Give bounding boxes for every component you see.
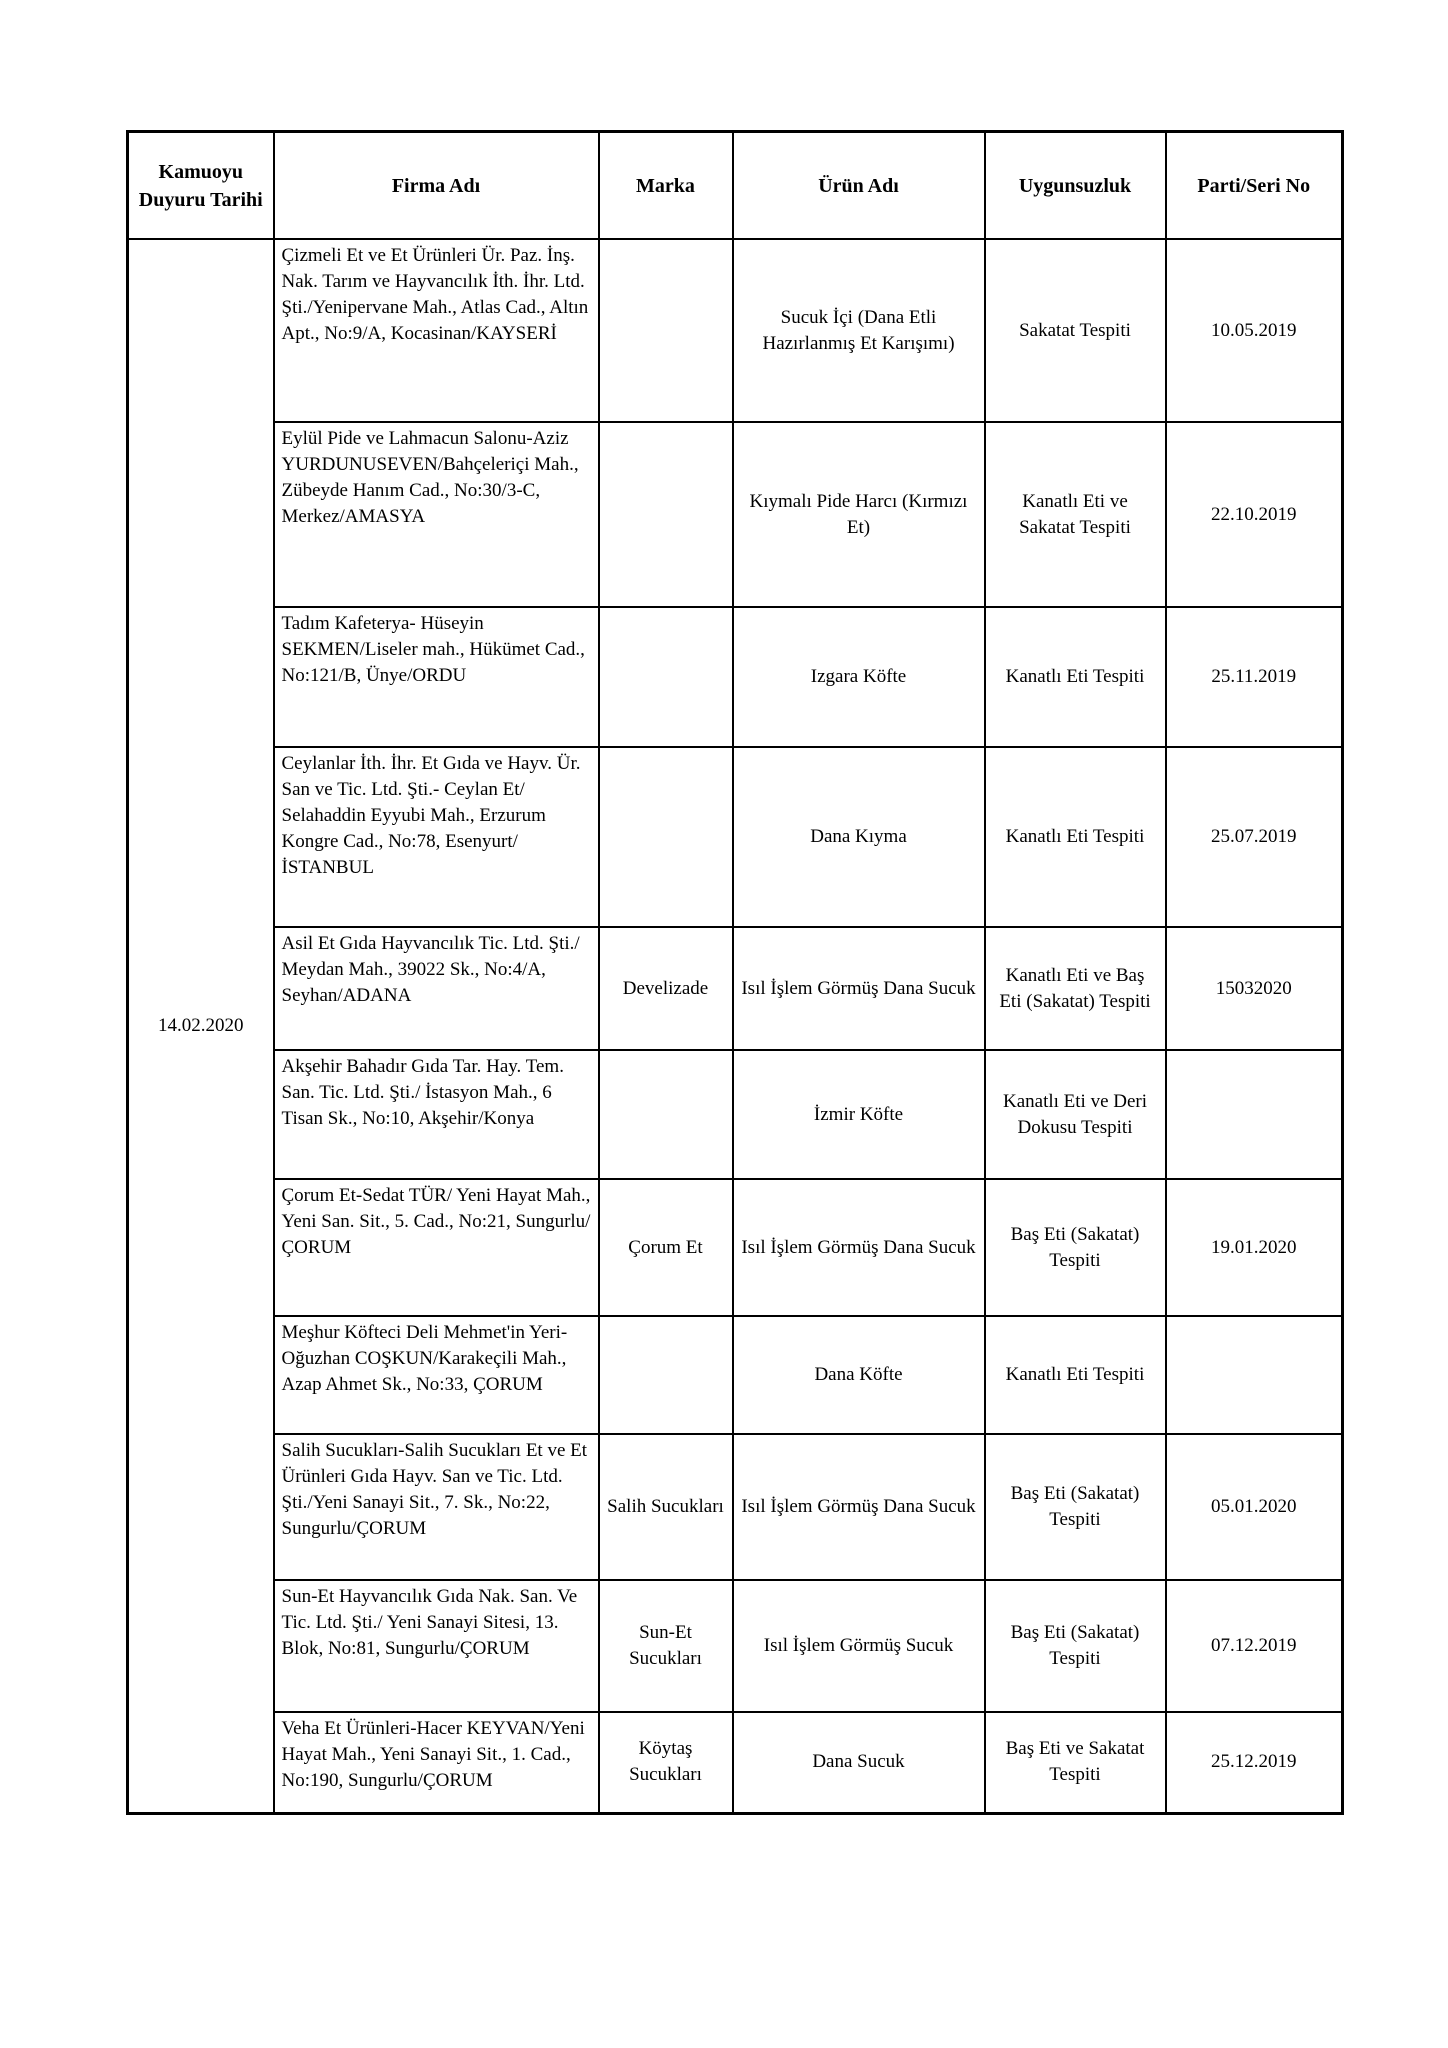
table-row <box>128 239 1343 422</box>
table-row <box>128 607 1343 747</box>
marka-cell: Salih Sucukları <box>599 1434 733 1580</box>
uygunsuzluk-cell: Kanatlı Eti ve Sakatat Tespiti <box>985 422 1166 607</box>
uygunsuzluk-cell: Kanatlı Eti ve Deri Dokusu Tespiti <box>985 1050 1166 1179</box>
header-firma-adi: Firma Adı <box>274 132 599 240</box>
marka-cell <box>599 422 733 607</box>
header-urun-adi: Ürün Adı <box>733 132 985 240</box>
marka-cell <box>599 607 733 747</box>
urun-adi-cell: Isıl İşlem Görmüş Dana Sucuk <box>733 1179 985 1316</box>
marka-cell <box>599 239 733 422</box>
marka-cell <box>599 747 733 927</box>
urun-adi-cell: Dana Kıyma <box>733 747 985 927</box>
uygunsuzluk-cell: Kanatlı Eti ve Baş Eti (Sakatat) Tespiti <box>985 927 1166 1050</box>
parti-seri-no-cell <box>1166 1050 1343 1179</box>
urun-adi-cell: İzmir Köfte <box>733 1050 985 1179</box>
parti-seri-no-cell <box>1166 1316 1343 1434</box>
uygunsuzluk-cell: Sakatat Tespiti <box>985 239 1166 422</box>
table-row <box>128 422 1343 607</box>
table-row <box>128 1050 1343 1179</box>
parti-seri-no-cell: 25.11.2019 <box>1166 607 1343 747</box>
marka-cell: Sun-Et Sucukları <box>599 1580 733 1712</box>
uygunsuzluk-cell: Baş Eti (Sakatat) Tespiti <box>985 1434 1166 1580</box>
firma-adi-cell: Meşhur Köfteci Deli Mehmet'in Yeri-Oğuzhan COŞKUN/Karakeçili Mah., Azap Ahmet Sk., No:33, ÇORUM <box>274 1316 599 1434</box>
table-row <box>128 1712 1343 1813</box>
urun-adi-cell: Isıl İşlem Görmüş Dana Sucuk <box>733 927 985 1050</box>
uygunsuzluk-cell: Kanatlı Eti Tespiti <box>985 607 1166 747</box>
firma-adi-cell: Asil Et Gıda Hayvancılık Tic. Ltd. Şti./ Meydan Mah., 39022 Sk., No:4/A, Seyhan/ADANA <box>274 927 599 1050</box>
marka-cell: Köytaş Sucukları <box>599 1712 733 1813</box>
firma-adi-cell: Sun-Et Hayvancılık Gıda Nak. San. Ve Tic. Ltd. Şti./ Yeni Sanayi Sitesi, 13. Blok, No:81, Sungurlu/ÇORUM <box>274 1580 599 1712</box>
uygunsuzluk-cell: Kanatlı Eti Tespiti <box>985 747 1166 927</box>
urun-adi-cell: Isıl İşlem Görmüş Sucuk <box>733 1580 985 1712</box>
table-row <box>128 927 1343 1050</box>
urun-adi-cell: Sucuk İçi (Dana Etli Hazırlanmış Et Karışımı) <box>733 239 985 422</box>
table-row <box>128 1434 1343 1580</box>
urun-adi-cell: Isıl İşlem Görmüş Dana Sucuk <box>733 1434 985 1580</box>
parti-seri-no-cell: 25.12.2019 <box>1166 1712 1343 1813</box>
firma-adi-cell: Akşehir Bahadır Gıda Tar. Hay. Tem. San. Tic. Ltd. Şti./ İstasyon Mah., 6 Tisan Sk., No:10, Akşehir/Konya <box>274 1050 599 1179</box>
marka-cell <box>599 1050 733 1179</box>
marka-cell: Çorum Et <box>599 1179 733 1316</box>
parti-seri-no-cell: 05.01.2020 <box>1166 1434 1343 1580</box>
table-row <box>128 747 1343 927</box>
marka-cell <box>599 1316 733 1434</box>
firma-adi-cell: Ceylanlar İth. İhr. Et Gıda ve Hayv. Ür. San ve Tic. Ltd. Şti.- Ceylan Et/ Selahaddin Eyyubi Mah., Erzurum Kongre Cad., No:78, Esenyurt/İSTANBUL <box>274 747 599 927</box>
marka-cell: Develizade <box>599 927 733 1050</box>
parti-seri-no-cell: 10.05.2019 <box>1166 239 1343 422</box>
firma-adi-cell: Eylül Pide ve Lahmacun Salonu-Aziz YURDUNUSEVEN/Bahçeleriçi Mah., Zübeyde Hanım Cad., No:30/3-C, Merkez/AMASYA <box>274 422 599 607</box>
parti-seri-no-cell: 22.10.2019 <box>1166 422 1343 607</box>
header-uygunsuzluk: Uygunsuzluk <box>985 132 1166 240</box>
uygunsuzluk-cell: Baş Eti ve Sakatat Tespiti <box>985 1712 1166 1813</box>
table-row <box>128 1316 1343 1434</box>
urun-adi-cell: Kıymalı Pide Harcı (Kırmızı Et) <box>733 422 985 607</box>
header-marka: Marka <box>599 132 733 240</box>
parti-seri-no-cell: 25.07.2019 <box>1166 747 1343 927</box>
parti-seri-no-cell: 07.12.2019 <box>1166 1580 1343 1712</box>
urun-adi-cell: Dana Köfte <box>733 1316 985 1434</box>
table-row <box>128 1580 1343 1712</box>
uygunsuzluk-cell: Baş Eti (Sakatat) Tespiti <box>985 1179 1166 1316</box>
recall-table <box>126 130 1344 1815</box>
firma-adi-cell: Çizmeli Et ve Et Ürünleri Ür. Paz. İnş. Nak. Tarım ve Hayvancılık İth. İhr. Ltd. Şti./Yenipervane Mah., Atlas Cad., Altın Apt., No:9/A, Kocasinan/KAYSERİ <box>274 239 599 422</box>
uygunsuzluk-cell: Baş Eti (Sakatat) Tespiti <box>985 1580 1166 1712</box>
table-body <box>128 239 1343 1813</box>
firma-adi-cell: Salih Sucukları-Salih Sucukları Et ve Et Ürünleri Gıda Hayv. San ve Tic. Ltd. Şti./Yeni Sanayi Sit., 7. Sk., No:22, Sungurlu/ÇORUM <box>274 1434 599 1580</box>
firma-adi-cell: Tadım Kafeterya- Hüseyin SEKMEN/Liseler mah., Hükümet Cad., No:121/B, Ünye/ORDU <box>274 607 599 747</box>
firma-adi-cell: Veha Et Ürünleri-Hacer KEYVAN/Yeni Hayat Mah., Yeni Sanayi Sit., 1. Cad., No:190, Sungurlu/ÇORUM <box>274 1712 599 1813</box>
uygunsuzluk-cell: Kanatlı Eti Tespiti <box>985 1316 1166 1434</box>
table-row <box>128 1179 1343 1316</box>
announcement-date-cell: 14.02.2020 <box>128 239 274 1813</box>
parti-seri-no-cell: 19.01.2020 <box>1166 1179 1343 1316</box>
urun-adi-cell: Dana Sucuk <box>733 1712 985 1813</box>
firma-adi-cell: Çorum Et-Sedat TÜR/ Yeni Hayat Mah., Yeni San. Sit., 5. Cad., No:21, Sungurlu/ÇORUM <box>274 1179 599 1316</box>
header-parti-seri-no: Parti/Seri No <box>1166 132 1343 240</box>
urun-adi-cell: Izgara Köfte <box>733 607 985 747</box>
header-row <box>128 132 1343 240</box>
table-header <box>128 132 1343 240</box>
parti-seri-no-cell: 15032020 <box>1166 927 1343 1050</box>
header-kamuoyu-duyuru-tarihi: Kamuoyu Duyuru Tarihi <box>128 132 274 240</box>
